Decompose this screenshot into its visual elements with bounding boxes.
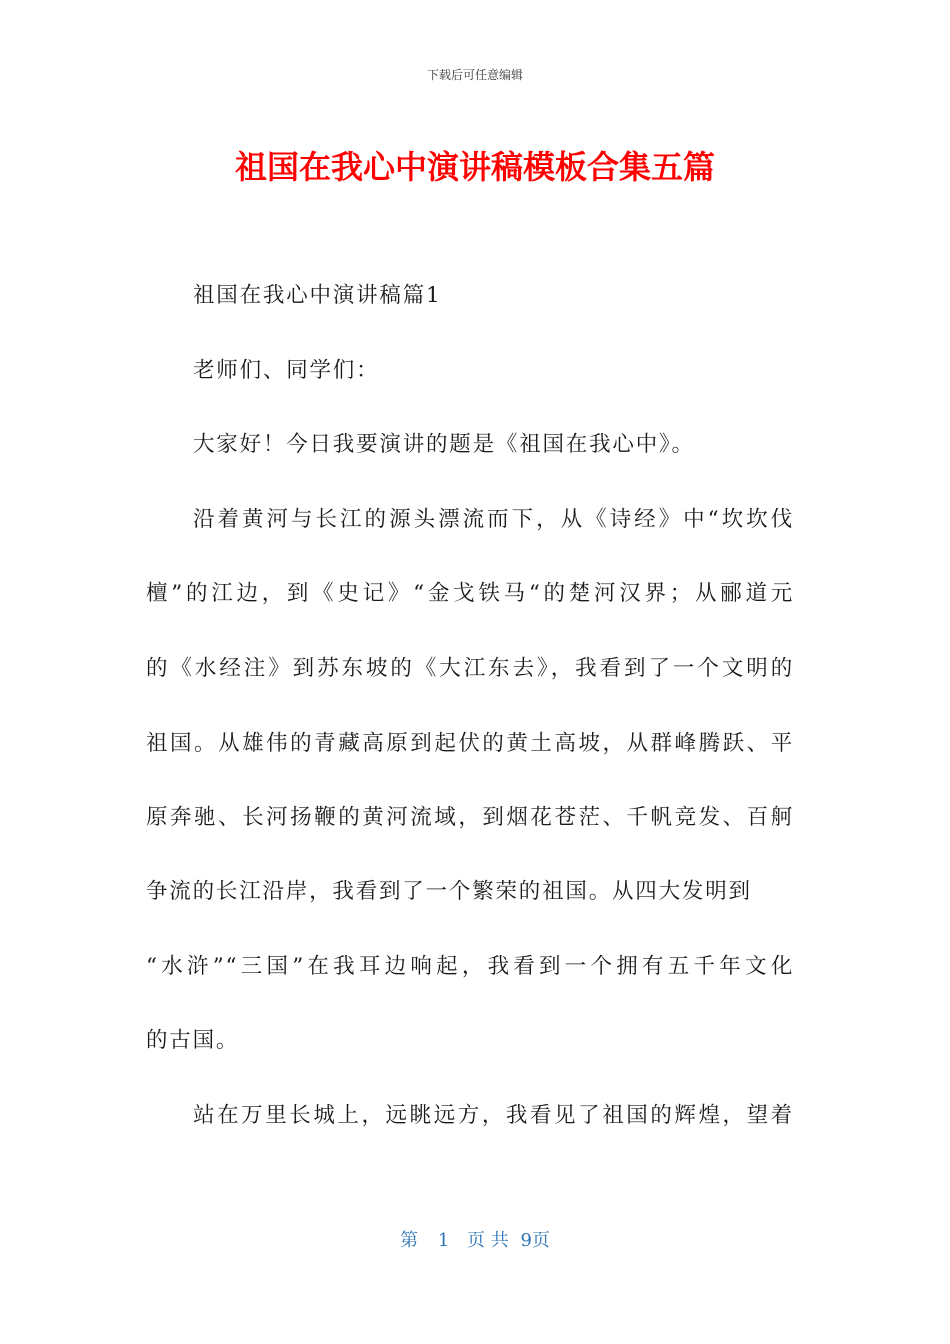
paragraph-line: “水浒”“三国”在我耳边响起，我看到一个拥有五千年文化 <box>146 954 794 979</box>
salutation: 老师们、同学们： <box>193 358 380 383</box>
page-footer <box>0 1226 950 1252</box>
paragraph-line: 原奔驰、长河扬鞭的黄河流域，到烟花苍茫、千帆竞发、百舸 <box>146 805 794 830</box>
paragraph-line: 大家好！今日我要演讲的题是《祖国在我心中》。 <box>193 432 695 457</box>
paragraph-line: 沿着黄河与长江的源头漂流而下，从《诗经》中“坎坎伐 <box>193 507 794 532</box>
paragraph-line: 站在万里长城上，远眺远方，我看见了祖国的辉煌，望着 <box>193 1103 794 1128</box>
paragraph-line: 的古国。 <box>146 1028 240 1053</box>
footer-suffix: 页 <box>531 1230 550 1251</box>
paragraph-line: 檀”的江边，到《史记》“金戈铁马“的楚河汉界；从郦道元 <box>146 581 794 606</box>
document-title: 祖国在我心中演讲稿模板合集五篇 <box>234 148 715 186</box>
header-note: 下载后可任意编辑 <box>426 68 523 82</box>
footer-prefix: 第 <box>400 1230 419 1251</box>
footer-total-pages: 9 <box>520 1230 532 1251</box>
section-heading: 祖国在我心中演讲稿篇1 <box>193 283 442 308</box>
paragraph-line: 的《水经注》到苏东坡的《大江东去》，我看到了一个文明的 <box>146 656 794 681</box>
paragraph-line: 祖国。从雄伟的青藏高原到起伏的黄土高坡，从群峰腾跃、平 <box>146 731 794 756</box>
footer-middle: 页 共 <box>467 1230 509 1251</box>
footer-page-number: 1 <box>437 1230 450 1251</box>
paragraph-line: 争流的长江沿岸，我看到了一个繁荣的祖国。从四大发明到 <box>146 879 752 904</box>
